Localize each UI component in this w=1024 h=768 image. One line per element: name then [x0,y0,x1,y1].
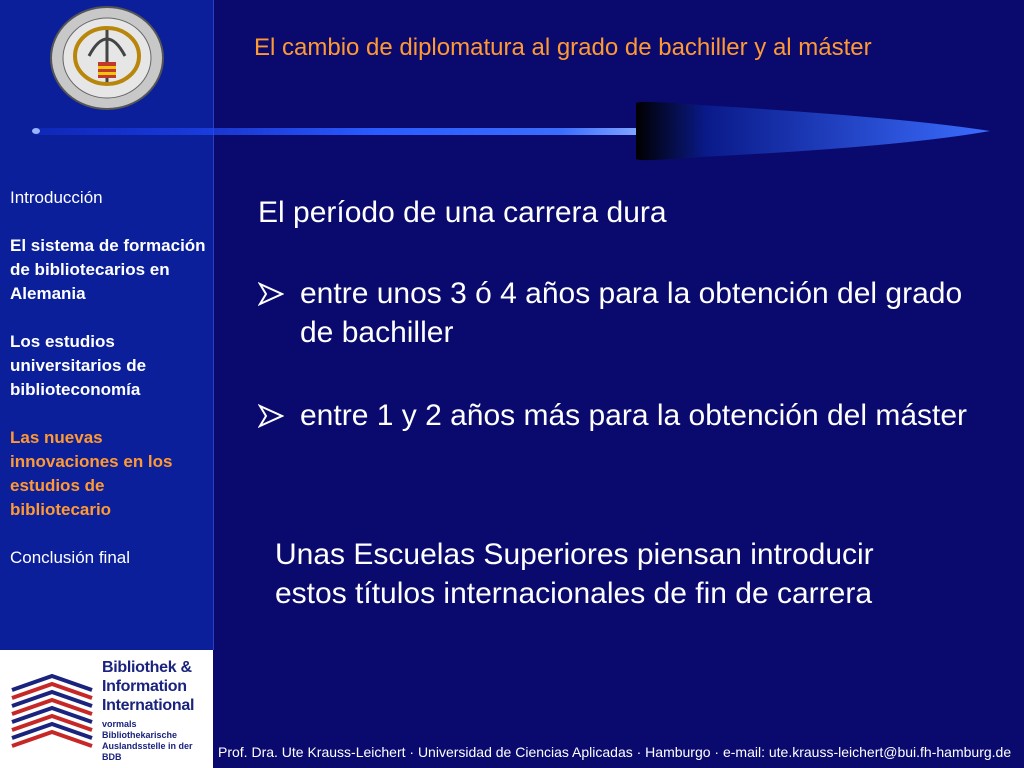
book-stripes-icon [4,660,102,760]
closing-note: Unas Escuelas Superiores piensan introducir estos títulos internacionales de fin de carrera [275,538,874,610]
logo-line-2: Information [102,678,187,695]
sidebar-item-sistema-formacion[interactable]: El sistema de formación de bibliotecarios en Alemania [10,236,206,303]
bii-logo [0,650,213,768]
bullet-item [258,396,978,435]
bullet-text: entre 1 y 2 años más para la obtención del máster [300,399,968,432]
light-beam-decoration [0,95,1024,175]
logo-text [102,658,210,763]
logo-line-1: Bibliothek & [102,659,192,676]
bullet-text: entre unos 3 ó 4 años para la obtención del grado de bachiller [300,277,963,349]
main-heading: El período de una carrera dura [258,196,667,229]
logo-line-3: International [102,697,195,714]
arrow-bullet-icon [258,404,284,428]
bullet-item [258,274,978,352]
sidebar-item-conclusion[interactable]: Conclusión final [10,548,131,567]
sidebar-item-estudios-universitarios[interactable]: Los estudios universitarios de biblioteconomía [10,332,147,399]
slide-title: El cambio de diplomatura al grado de bachiller y al máster [254,34,872,61]
arrow-bullet-icon [258,282,284,306]
sidebar-nav [10,186,208,594]
logo-subline-1: vormals Bibliothekarische [102,719,178,740]
sidebar-item-nuevas-innovaciones[interactable]: Las nuevas innovaciones en los estudios de bibliotecario [10,428,173,519]
sidebar-item-introduccion[interactable]: Introducción [10,188,103,207]
footer-credits: Prof. Dra. Ute Krauss-Leichert · Universidad de Ciencias Aplicadas · Hamburgo · e-mail: ute.krauss-leichert@bui.fh-hamburg.de [218,744,1012,760]
logo-subline-2: Auslandsstelle in der BDB [102,741,193,762]
